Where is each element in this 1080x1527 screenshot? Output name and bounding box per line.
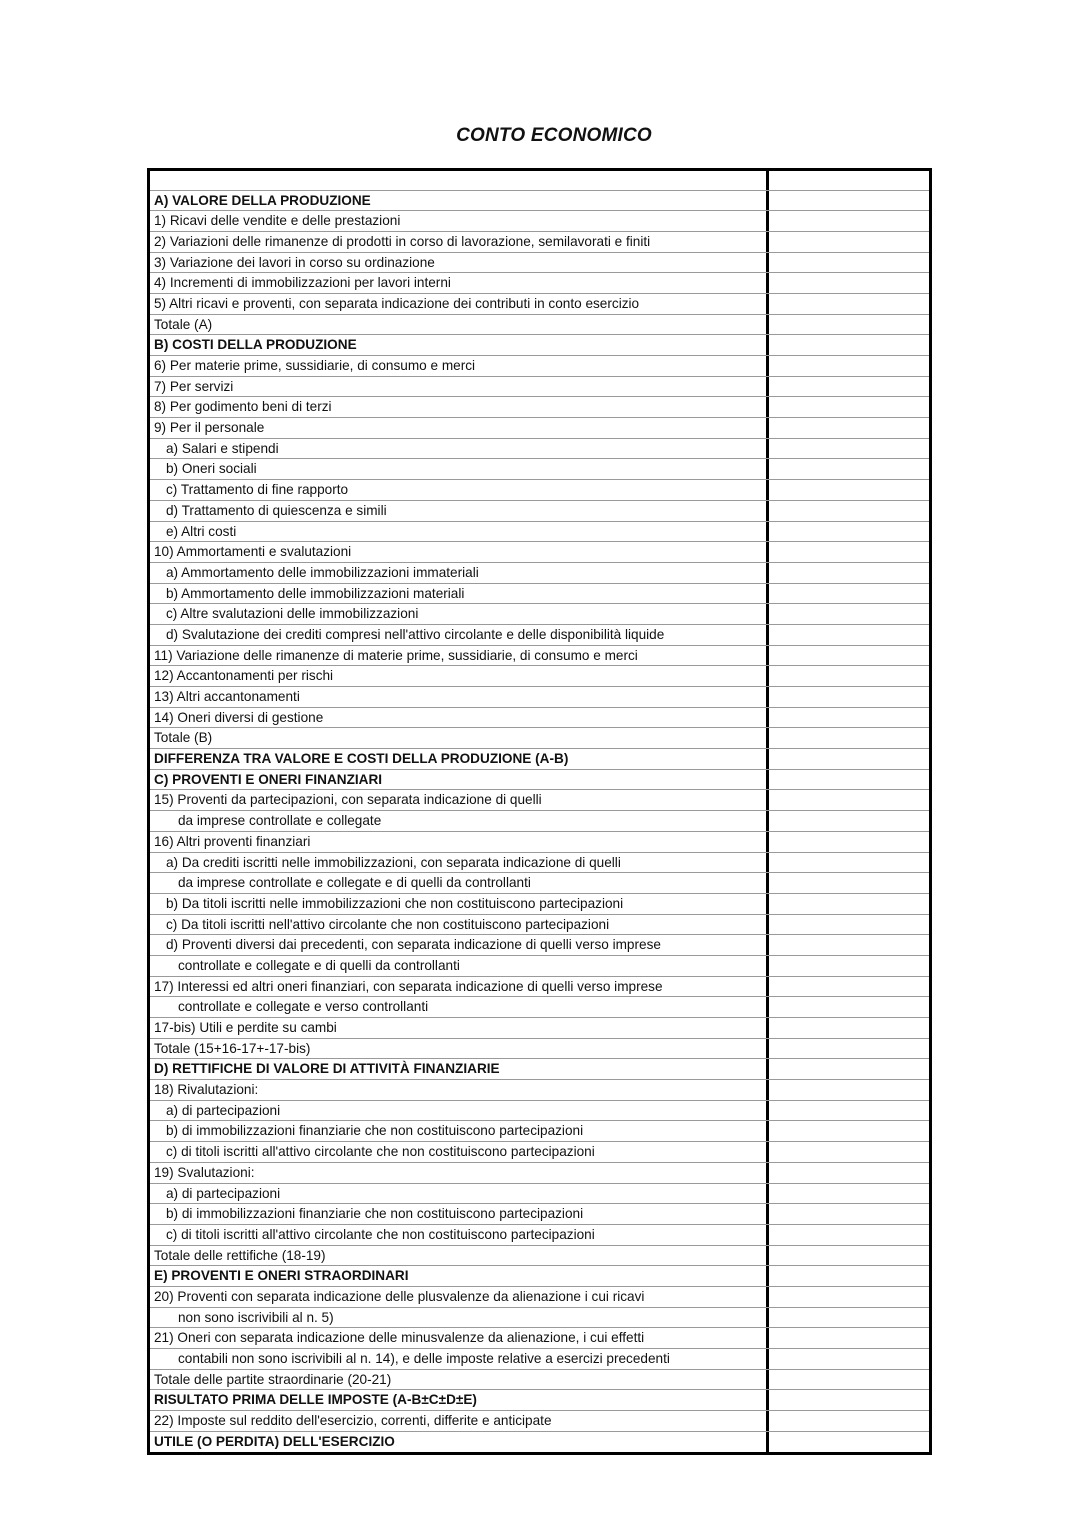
amount-cell[interactable] (770, 335, 928, 355)
table-row (150, 748, 929, 769)
row-label: da imprese controllate e collegate e di quelli da controllanti (178, 875, 531, 891)
row-label: 6) Per materie prime, sussidiarie, di consumo e merci (154, 358, 476, 373)
table-row (150, 976, 929, 997)
table-row (150, 831, 929, 852)
amount-cell[interactable] (770, 1121, 928, 1141)
table-row (150, 914, 929, 935)
row-label: 2) Variazioni delle rimanenze di prodotti in corso di lavorazione, semilavorati e finiti (154, 233, 651, 249)
table-row (150, 210, 929, 231)
table-row (150, 1183, 929, 1204)
amount-cell[interactable] (770, 1432, 928, 1452)
table-row (150, 541, 929, 562)
row-label: b) di immobilizzazioni finanziarie che non costituiscono partecipazioni (166, 1206, 584, 1222)
table-row (150, 1079, 929, 1100)
row-label: 18) Rivalutazioni: (154, 1082, 259, 1098)
table-row (150, 665, 929, 686)
amount-cell[interactable] (770, 687, 928, 707)
table-row (150, 458, 929, 479)
amount-cell[interactable] (770, 294, 928, 314)
table-row (150, 1389, 929, 1410)
amount-cell[interactable] (770, 997, 928, 1017)
row-label: Totale (B) (154, 730, 213, 746)
row-label: b) Oneri sociali (166, 461, 257, 477)
row-label: A) VALORE DELLA PRODUZIONE (154, 192, 371, 208)
table-row (150, 231, 929, 252)
table-row (150, 603, 929, 624)
table-row (150, 417, 929, 438)
amount-cell[interactable] (770, 1080, 928, 1100)
row-label: c) Altre svalutazioni delle immobilizzazioni (166, 606, 419, 622)
table-row (150, 1410, 929, 1431)
amount-cell[interactable] (770, 1204, 928, 1224)
table-row (150, 645, 929, 666)
row-label: DIFFERENZA TRA VALORE E COSTI DELLA PRODUZIONE (A-B) (154, 751, 569, 767)
row-label: 12) Accantonamenti per rischi (154, 668, 334, 684)
row-label: da imprese controllate e collegate (178, 813, 382, 829)
row-label: 15) Proventi da partecipazioni, con separata indicazione di quelli (154, 792, 542, 808)
row-label: 14) Oneri diversi di gestione (154, 709, 324, 725)
row-label: RISULTATO PRIMA DELLE IMPOSTE (A-B±C±D±E) (154, 1392, 477, 1408)
table-row (150, 1369, 929, 1390)
amount-cell[interactable] (770, 563, 928, 583)
table-row (150, 314, 929, 335)
row-label: 19) Svalutazioni: (154, 1164, 255, 1180)
table-row (150, 500, 929, 521)
table-row (150, 562, 929, 583)
amount-cell[interactable] (770, 977, 928, 997)
row-label: Totale (15+16-17+-17-bis) (154, 1040, 311, 1056)
amount-cell[interactable] (770, 1287, 928, 1307)
amount-cell[interactable] (770, 1370, 928, 1390)
row-label: controllate e collegate e di quelli da controllanti (178, 957, 460, 973)
row-label: 7) Per servizi (154, 378, 234, 394)
amount-cell[interactable] (770, 439, 928, 459)
table-row (150, 438, 929, 459)
table-row (150, 686, 929, 707)
row-label: 13) Altri accantonamenti (154, 689, 300, 704)
amount-cell[interactable] (770, 356, 928, 376)
amount-cell[interactable] (770, 1163, 928, 1183)
amount-cell[interactable] (770, 708, 928, 728)
table-row (150, 852, 929, 873)
table-row (150, 1286, 929, 1307)
row-label: 16) Altri proventi finanziari (154, 833, 311, 849)
row-label: 11) Variazione delle rimanenze di materie prime, sussidiarie, di consumo e merci (154, 647, 638, 663)
table-row (150, 624, 929, 645)
amount-cell[interactable] (770, 273, 928, 293)
amount-cell[interactable] (770, 749, 928, 769)
amount-cell[interactable] (770, 1349, 928, 1369)
table-row (150, 1141, 929, 1162)
row-label: C) PROVENTI E ONERI FINANZIARI (154, 771, 383, 787)
table-row (150, 583, 929, 604)
amount-cell[interactable] (770, 211, 928, 231)
row-label: 1) Ricavi delle vendite e delle prestazioni (154, 213, 401, 229)
table-row (150, 1038, 929, 1059)
table-row (150, 996, 929, 1017)
table-row (150, 396, 929, 417)
table-row (150, 334, 929, 355)
amount-cell[interactable] (770, 501, 928, 521)
amount-cell[interactable] (770, 625, 928, 645)
amount-cell[interactable] (770, 1018, 928, 1038)
table-row (150, 769, 929, 790)
row-label: d) Svalutazione dei crediti compresi nell'attivo circolante e delle disponibilità liquide (166, 626, 665, 642)
row-label: b) di immobilizzazioni finanziarie che non costituiscono partecipazioni (166, 1123, 584, 1139)
amount-cell[interactable] (770, 646, 928, 666)
amount-cell[interactable] (770, 459, 928, 479)
row-label: B) COSTI DELLA PRODUZIONE (154, 337, 357, 353)
table-row (150, 293, 929, 314)
table-row (150, 789, 929, 810)
table-row (150, 955, 929, 976)
row-label: Totale delle partite straordinarie (20-21) (154, 1371, 392, 1387)
table-row (150, 893, 929, 914)
table-row (150, 1245, 929, 1266)
table-row (150, 872, 929, 893)
row-label: c) Trattamento di fine rapporto (166, 482, 349, 498)
table-row (150, 355, 929, 376)
row-label: controllate e collegate e verso controllanti (178, 999, 429, 1015)
row-label: a) di partecipazioni (166, 1102, 281, 1118)
amount-cell[interactable] (770, 1390, 928, 1410)
table-row (150, 1307, 929, 1328)
amount-cell[interactable] (770, 253, 928, 273)
row-label: e) Altri costi (166, 523, 237, 539)
row-label: 17) Interessi ed altri oneri finanziari, con separata indicazione di quelli verso imprese (154, 978, 663, 994)
amount-cell[interactable] (770, 1039, 928, 1059)
amount-cell[interactable] (770, 377, 928, 397)
table-row (150, 190, 929, 211)
amount-cell[interactable] (770, 232, 928, 252)
amount-cell[interactable] (770, 935, 928, 955)
amount-cell[interactable] (770, 1225, 928, 1245)
row-label: 3) Variazione dei lavori in corso su ordinazione (154, 254, 435, 270)
table-row (150, 1100, 929, 1121)
row-label: 9) Per il personale (154, 420, 265, 436)
row-label: a) Salari e stipendi (166, 440, 279, 456)
row-label: 10) Ammortamenti e svalutazioni (154, 544, 352, 560)
table-row (150, 727, 929, 748)
table-row (150, 1265, 929, 1286)
row-label: UTILE (O PERDITA) DELL'ESERCIZIO (154, 1433, 395, 1449)
amount-cell[interactable] (770, 915, 928, 935)
amount-cell[interactable] (770, 811, 928, 831)
table-row (150, 1203, 929, 1224)
amount-cell[interactable] (770, 604, 928, 624)
table-row (150, 521, 929, 542)
amount-cell[interactable] (770, 1411, 928, 1431)
row-label: 22) Imposte sul reddito dell'esercizio, correnti, differite e anticipate (154, 1413, 552, 1429)
amount-cell[interactable] (770, 1328, 928, 1348)
row-label: c) di titoli iscritti all'attivo circolante che non costituiscono partecipazioni (166, 1144, 595, 1160)
table-row (150, 1224, 929, 1245)
table-row (150, 1017, 929, 1038)
table-row (150, 1058, 929, 1079)
table-row (150, 252, 929, 273)
row-label: contabili non sono iscrivibili al n. 14), e delle imposte relative a esercizi precedenti (178, 1351, 670, 1366)
amount-cell[interactable] (770, 315, 928, 335)
amount-cell[interactable] (770, 1184, 928, 1204)
amount-cell[interactable] (770, 728, 928, 748)
table-row (150, 810, 929, 831)
row-label: 20) Proventi con separata indicazione delle plusvalenze da alienazione i cui ricavi (154, 1288, 645, 1304)
row-label: 21) Oneri con separata indicazione delle minusvalenze da alienazione, i cui effetti (154, 1330, 645, 1346)
amount-cell[interactable] (770, 191, 928, 211)
row-label: non sono iscrivibili al n. 5) (178, 1309, 334, 1325)
row-label: D) RETTIFICHE DI VALORE DI ATTIVITÀ FINANZIARIE (154, 1061, 500, 1077)
amount-cell[interactable] (770, 1142, 928, 1162)
row-label: b) Da titoli iscritti nelle immobilizzazioni che non costituiscono partecipazioni (166, 895, 624, 911)
page-title: CONTO ECONOMICO (456, 125, 652, 146)
row-label: c) Da titoli iscritti nell'attivo circolante che non costituiscono partecipazioni (166, 916, 610, 932)
amount-cell[interactable] (770, 666, 928, 686)
table-row (150, 1327, 929, 1348)
row-label: c) di titoli iscritti all'attivo circolante che non costituiscono partecipazioni (166, 1226, 595, 1242)
amount-cell[interactable] (770, 418, 928, 438)
row-label: d) Trattamento di quiescenza e simili (166, 502, 387, 518)
table-row (150, 479, 929, 500)
table-row (150, 272, 929, 293)
amount-cell[interactable] (770, 584, 928, 604)
amount-cell[interactable] (770, 480, 928, 500)
amount-cell[interactable] (770, 522, 928, 542)
amount-cell[interactable] (770, 1101, 928, 1121)
amount-cell[interactable] (770, 832, 928, 852)
row-label: Totale (A) (154, 316, 213, 332)
amount-cell[interactable] (770, 956, 928, 976)
amount-cell[interactable] (770, 1246, 928, 1266)
income-statement-table (150, 190, 929, 1452)
row-label: 8) Per godimento beni di terzi (154, 399, 332, 415)
row-label: 5) Altri ricavi e proventi, con separata indicazione dei contributi in conto esercizio (154, 295, 640, 311)
table-row (150, 1348, 929, 1369)
amount-cell[interactable] (770, 397, 928, 417)
row-label: Totale delle rettifiche (18-19) (154, 1247, 326, 1263)
row-label: d) Proventi diversi dai precedenti, con separata indicazione di quelli verso imprese (166, 937, 661, 953)
row-label: E) PROVENTI E ONERI STRAORDINARI (154, 1268, 409, 1284)
amount-cell[interactable] (770, 1059, 928, 1079)
row-label: a) di partecipazioni (166, 1185, 281, 1201)
amount-cell[interactable] (770, 542, 928, 562)
row-label: 4) Incrementi di immobilizzazioni per lavori interni (154, 275, 451, 291)
row-label: a) Ammortamento delle immobilizzazioni immateriali (166, 564, 479, 580)
amount-cell[interactable] (770, 853, 928, 873)
amount-cell[interactable] (770, 1266, 928, 1286)
row-label: b) Ammortamento delle immobilizzazioni materiali (166, 585, 465, 601)
amount-cell[interactable] (770, 790, 928, 810)
row-label: 17-bis) Utili e perdite su cambi (154, 1020, 337, 1035)
amount-cell[interactable] (770, 1308, 928, 1328)
amount-cell[interactable] (770, 894, 928, 914)
table-row (150, 1162, 929, 1183)
row-label: a) Da crediti iscritti nelle immobilizzazioni, con separata indicazione di quelli (166, 854, 621, 870)
amount-cell[interactable] (770, 873, 928, 893)
table-row (150, 1120, 929, 1141)
table-row (150, 376, 929, 397)
table-row (150, 707, 929, 728)
table-row (150, 1431, 929, 1452)
amount-cell[interactable] (770, 770, 928, 790)
table-row (150, 934, 929, 955)
